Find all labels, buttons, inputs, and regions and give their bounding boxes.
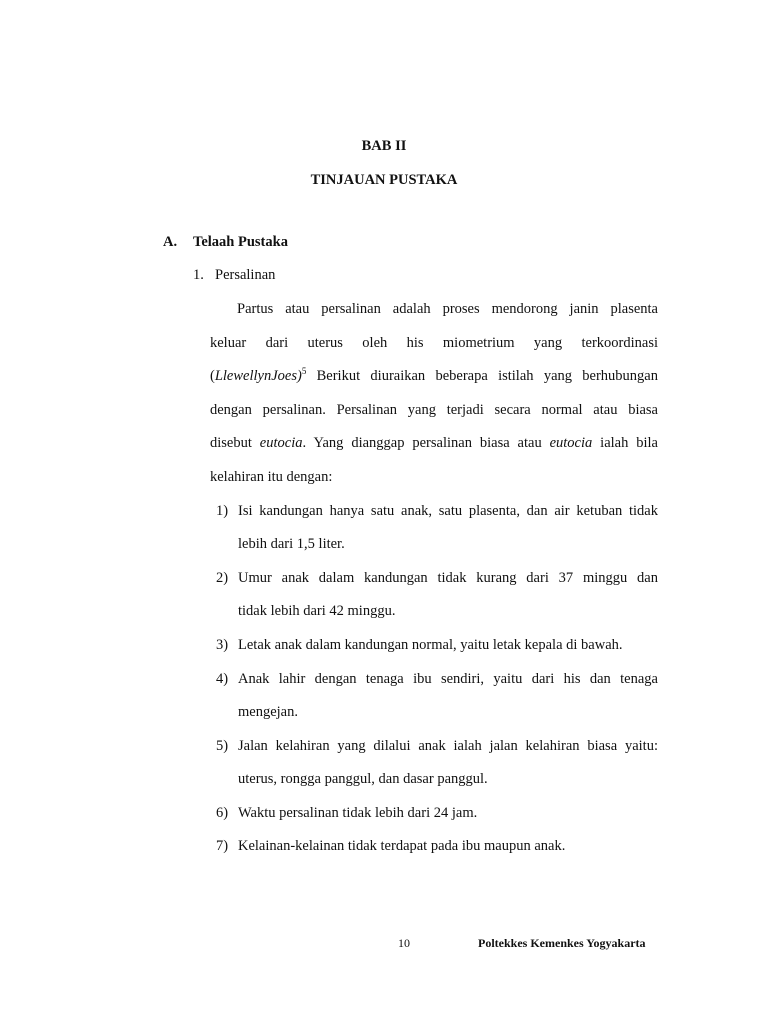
list-item-marker: 3) (216, 637, 229, 653)
term-eutocia: eutocia (259, 435, 303, 451)
list-item-marker: 5) (216, 738, 229, 754)
page-number: 10 (398, 936, 410, 950)
paragraph-line-1: Partus atau persalinan adalah proses mendorong janin plasenta (237, 301, 658, 317)
paragraph-line-4: dengan persalinan. Persalinan yang terjadi secara normal atau biasa (210, 402, 658, 418)
paragraph-line-2: keluar dari uterus oleh his miometrium yang terkoordinasi (210, 335, 658, 351)
list-item-line: Letak anak dalam kandungan normal, yaitu letak kepala di bawah. (238, 637, 623, 653)
list-item-line: uterus, rongga panggul, dan dasar panggul. (238, 771, 488, 787)
list-item-line: Waktu persalinan tidak lebih dari 24 jam. (238, 805, 478, 821)
list-item-marker: 1) (216, 503, 229, 519)
paragraph-text: disebut (210, 435, 260, 451)
footer-institution: Poltekkes Kemenkes Yogyakarta (478, 936, 646, 950)
list-item-line: Umur anak dalam kandungan tidak kurang dari 37 minggu dan (238, 570, 658, 586)
list-item-marker: 4) (216, 671, 229, 687)
paragraph-text: . Yang dianggap persalinan biasa atau (302, 435, 550, 451)
list-item-marker: 2) (216, 570, 229, 586)
list-item-line: Jalan kelahiran yang dilalui anak ialah jalan kelahiran biasa yaitu: (238, 738, 658, 754)
paragraph-line-3-text: Berikut diuraikan beberapa istilah yang berhubungan (306, 368, 658, 384)
citation-number: 5 (301, 366, 307, 377)
list-item-line: mengejan. (238, 704, 298, 720)
chapter-title: TINJAUAN PUSTAKA (310, 172, 458, 188)
list-item-line: Anak lahir dengan tenaga ibu sendiri, yaitu dari his dan tenaga (238, 671, 658, 687)
list-item-line: Kelainan-kelainan tidak terdapat pada ibu maupun anak. (238, 838, 566, 854)
term-eutocia: eutocia (549, 435, 593, 451)
list-item-line: lebih dari 1,5 liter. (238, 536, 345, 552)
paragraph-paren: ( (210, 368, 215, 384)
list-item-marker: 6) (216, 805, 229, 821)
paragraph-line-5 (210, 435, 658, 452)
list-item-marker: 7) (216, 838, 229, 854)
section-marker: A. (163, 234, 178, 250)
paragraph-line-3 (210, 368, 658, 385)
citation-author: LlewellynJoes) (214, 368, 302, 384)
list-item-line: Isi kandungan hanya satu anak, satu plasenta, dan air ketuban tidak (238, 503, 658, 519)
subsection-title: Persalinan (215, 267, 276, 283)
chapter-heading: BAB II (361, 138, 407, 154)
section-title: Telaah Pustaka (193, 234, 288, 250)
list-item-line: tidak lebih dari 42 minggu. (238, 603, 396, 619)
paragraph-line-6: kelahiran itu dengan: (210, 469, 333, 485)
subsection-marker: 1. (193, 267, 204, 283)
paragraph-text: ialah bila (592, 435, 658, 451)
